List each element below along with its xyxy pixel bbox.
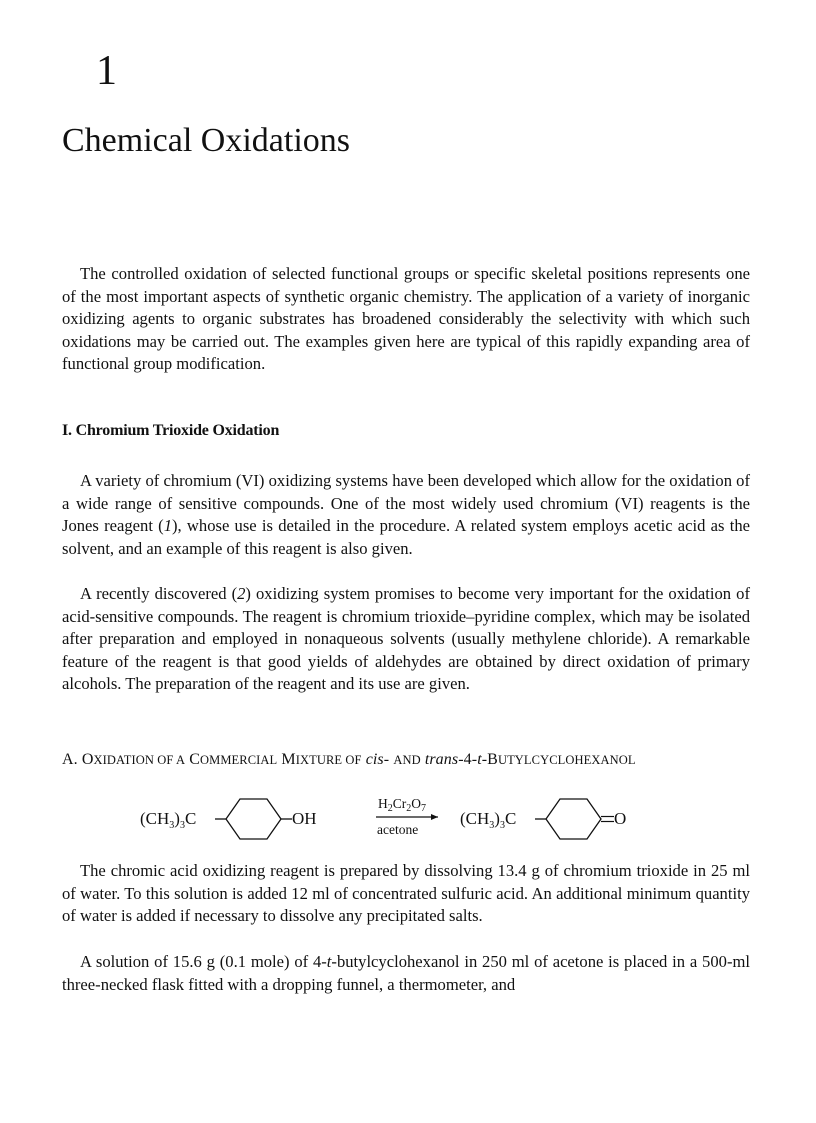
heading-run: OMMERCIAL bbox=[200, 753, 278, 767]
arrow-head bbox=[431, 814, 438, 820]
text-run: ), whose use is detailed in the procedure. A related system employs acetic acid as the solvent, and an example of this reagent is also given. bbox=[62, 516, 750, 558]
heading-run: XIDATION OF A bbox=[93, 753, 186, 767]
heading-run: IXTURE OF bbox=[295, 753, 362, 767]
heading-run: -4- bbox=[458, 751, 478, 768]
text-run: -butylcyclohexanol in 250 ml of acetone is placed in a 500-ml three-necked flask fitted with a dropping funnel, a thermometer, and bbox=[62, 952, 750, 994]
heading-run: t bbox=[477, 751, 482, 768]
text-run: ) oxidizing system promises to become very important for the oxidation of acid-sensitive compounds. The reagent is chromium trioxide–pyridine complex, which may be isolated after preparation and employed in nonaqueous solvents (usually methylene chloride). A remarkable feature of the reagent is that good yields of aldehydes are obtained by direct oxidation of primary alcohols. The preparation of the reagent and its use are given. bbox=[62, 584, 750, 694]
text-run: A variety of chromium (VI) oxidizing systems have been developed which allow for the oxidation of a wide range of sensitive compounds. One of the most widely used chromium (VI) reagents is the Jones reagent ( bbox=[62, 471, 750, 536]
heading-run: UTYLCYCLOHEXANOL bbox=[497, 753, 636, 767]
text-run: t bbox=[326, 952, 332, 971]
reactant-label: $(CH_3)_3C$ bbox=[140, 809, 197, 831]
reaction-scheme bbox=[140, 786, 680, 846]
cyclohexanone-ring bbox=[546, 799, 601, 839]
subsection-heading bbox=[62, 751, 636, 769]
section-heading: I. Chromium Trioxide Oxidation bbox=[62, 422, 280, 439]
section-paragraph-1 bbox=[62, 470, 750, 560]
intro-paragraph: The controlled oxidation of selected functional groups or specific skeletal positions represents one of the most important aspects of synthetic organic chemistry. The application of a variety of inorganic oxidizing agents to organic substrates has broadened considerably the selectivity with which such oxidations may be carried out. The examples given here are typical of this rapidly expanding area of functional group modification. bbox=[62, 264, 750, 374]
carbonyl-label: O bbox=[614, 809, 627, 828]
section-paragraph-2 bbox=[62, 583, 750, 696]
heading-run: trans bbox=[424, 751, 459, 768]
heading-run: O bbox=[81, 751, 94, 768]
text-run: A solution of 15.6 g (0.1 mole) of 4- bbox=[80, 952, 327, 971]
heading-run: C bbox=[189, 751, 200, 768]
chapter-title: Chemical Oxidations bbox=[62, 122, 351, 159]
heading-run: cis- bbox=[365, 751, 390, 768]
heading-label: A. bbox=[62, 751, 78, 768]
hydroxyl-label: OH bbox=[292, 809, 317, 828]
procedure-paragraph-2 bbox=[62, 951, 750, 996]
reagent-label: $H_2Cr_2O_7$ bbox=[378, 796, 426, 814]
reaction-svg bbox=[140, 786, 680, 846]
procedure-paragraph-1: The chromic acid oxidizing reagent is prepared by dissolving 13.4 g of chromium trioxide in 25 ml of water. To this solution is added 12 ml of concentrated sulfuric acid. An additional minimum quantity of water is added if necessary to dissolve any precipitated salts. bbox=[62, 861, 750, 926]
heading-run: M bbox=[281, 751, 296, 768]
text-run: A recently discovered ( bbox=[80, 584, 238, 603]
reference-number: 1 bbox=[163, 516, 172, 536]
heading-run: AND bbox=[393, 753, 421, 767]
heading-run: -B bbox=[481, 751, 498, 768]
chapter-number: 1 bbox=[96, 48, 117, 94]
solvent-label: acetone bbox=[377, 822, 419, 837]
reference-number: 2 bbox=[237, 584, 246, 603]
product-label: $(CH_3)_3C$ bbox=[460, 809, 517, 831]
cyclohexane-ring bbox=[226, 799, 281, 839]
